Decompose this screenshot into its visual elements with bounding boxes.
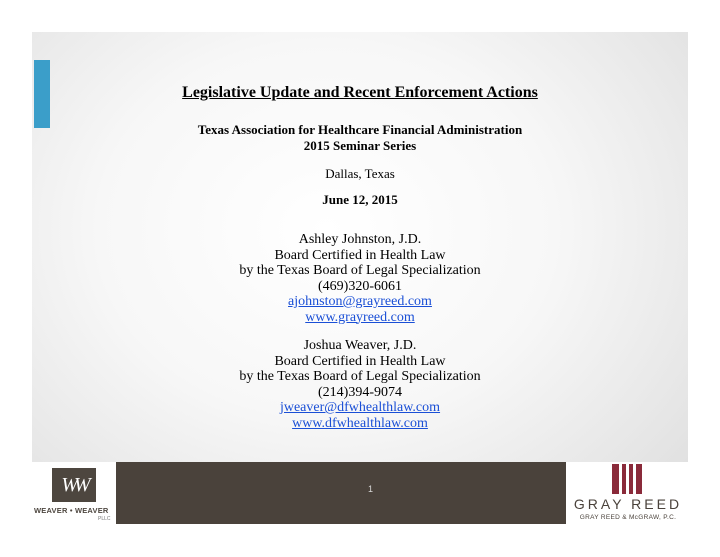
accent-bar: [34, 60, 50, 128]
weaver-weaver-logo: [32, 462, 116, 524]
gray-reed-subtitle: GRAY REED & McGRAW, P.C.: [579, 514, 677, 521]
slide: [32, 32, 688, 524]
presenter-website-link[interactable]: www.grayreed.com: [305, 309, 415, 325]
presenter-2: [92, 338, 628, 431]
page-number: 1: [368, 484, 374, 494]
gray-reed-name: GRAY REED: [573, 496, 683, 512]
presenter-website-link[interactable]: www.dfwhealthlaw.com: [292, 415, 428, 431]
presenter-email-link[interactable]: ajohnston@grayreed.com: [288, 294, 432, 309]
presenter-name: Joshua Weaver, J.D.: [303, 338, 417, 353]
event-date: June 12, 2015: [322, 192, 398, 207]
presenter-cert: Board Certified in Health Law: [274, 247, 446, 263]
slide-content: [92, 84, 628, 431]
org-line-1: Texas Association for Healthcare Financial Administration: [197, 122, 523, 137]
event-city: Dallas, Texas: [325, 166, 395, 181]
presenter-cert: Board Certified in Health Law: [274, 353, 446, 369]
presenter-cert-board: by the Texas Board of Legal Specialization: [239, 369, 481, 384]
org-line-2: 2015 Seminar Series: [303, 138, 417, 153]
gray-reed-logo: [566, 462, 688, 524]
presenter-phone: (214)394-9074: [318, 384, 402, 400]
gray-reed-mark-icon: [612, 464, 642, 494]
ww-mark-icon: WW: [52, 468, 96, 502]
weaver-weaver-name: WEAVER • WEAVER: [34, 506, 109, 515]
weaver-weaver-suffix: PLLC: [98, 516, 111, 522]
presenter-email-link[interactable]: jweaver@dfwhealthlaw.com: [279, 400, 441, 415]
presenter-1: [92, 232, 628, 325]
presenter-name: Ashley Johnston, J.D.: [298, 232, 422, 247]
footer-band: [32, 462, 688, 524]
presenter-phone: (469)320-6061: [318, 278, 402, 294]
slide-title: Legislative Update and Recent Enforcement Actions: [182, 84, 538, 101]
presenter-cert-board: by the Texas Board of Legal Specialization: [239, 263, 481, 278]
